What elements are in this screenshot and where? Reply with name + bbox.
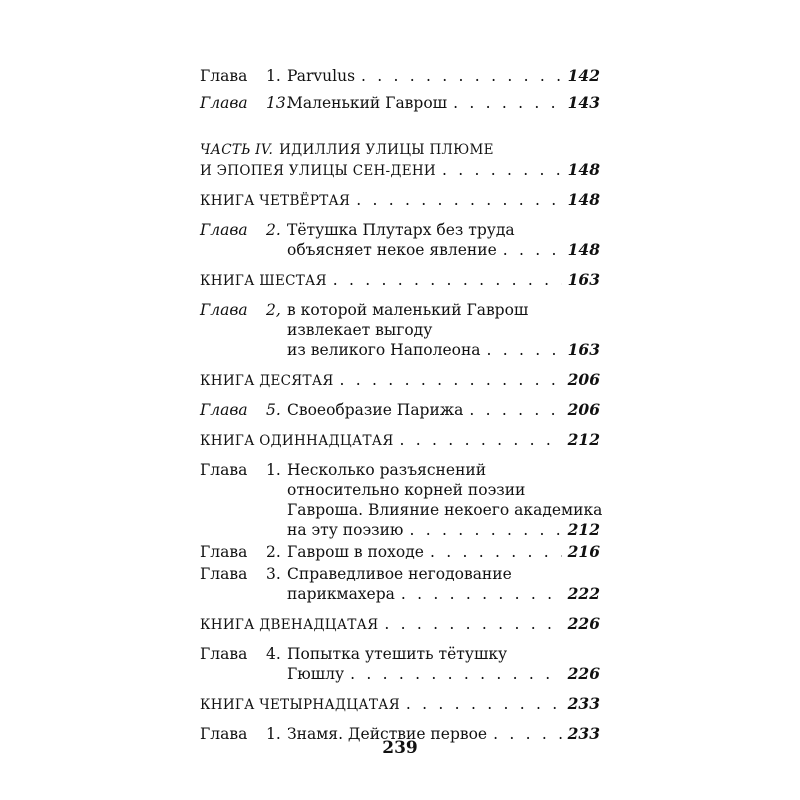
leader-dots	[469, 400, 561, 420]
leader-dots	[361, 66, 562, 86]
toc-entry	[200, 644, 600, 684]
chapter-number: 1.	[266, 67, 281, 85]
leader-dots	[384, 614, 561, 634]
toc-entry	[200, 460, 603, 540]
leader-dots	[406, 694, 562, 714]
page-ref: 233	[567, 724, 600, 743]
book-title: КНИГА ДВЕНАДЦАТАЯ	[200, 617, 379, 633]
chapter-number: 5.	[266, 401, 281, 419]
chapter-title-line-1: Попытка утешить тётушку	[287, 645, 508, 663]
page-ref: 142	[567, 66, 600, 85]
page-ref: 222	[567, 584, 600, 603]
toc-entry	[200, 564, 600, 604]
page-ref: 212	[567, 520, 600, 539]
chapter-title: Parvulus	[287, 67, 356, 85]
chapter-title: Знамя. Действие первое	[287, 725, 488, 743]
chapter-number: 2.	[266, 221, 281, 239]
page-ref: 233	[567, 694, 600, 713]
chapter-title-line-2: извлекает выгоду	[287, 321, 433, 339]
toc-entry	[200, 93, 600, 113]
chapter-title-line-3: Гавроша. Влияние некоего академика	[287, 501, 603, 519]
chapter-number: 2.	[266, 543, 281, 561]
book-title: КНИГА ЧЕТВЁРТАЯ	[200, 193, 351, 209]
leader-dots	[442, 160, 562, 180]
book-title: КНИГА ШЕСТАЯ	[200, 273, 327, 289]
leader-dots	[430, 542, 562, 562]
part-title-line-1: ИДИЛЛИЯ УЛИЦЫ ПЛЮМЕ	[279, 142, 494, 158]
toc-book-entry	[200, 614, 600, 634]
book-title: КНИГА ОДИННАДЦАТАЯ	[200, 433, 394, 449]
chapter-title-line-1: Тётушка Плутарх без труда	[287, 221, 515, 239]
toc-entry	[200, 300, 600, 360]
leader-dots	[333, 270, 562, 290]
toc-entry	[200, 542, 600, 562]
chapter-label: Глава	[200, 221, 248, 239]
leader-dots	[487, 340, 562, 360]
leader-dots	[356, 190, 561, 210]
book-title: КНИГА ЧЕТЫРНАДЦАТАЯ	[200, 697, 400, 713]
chapter-title-line-4: на эту поэзию	[287, 521, 404, 539]
leader-dots	[400, 430, 562, 450]
page-ref: 148	[567, 240, 600, 259]
page-ref: 216	[567, 542, 600, 561]
chapter-title-line-2: относительно корней поэзии	[287, 481, 526, 499]
leader-dots	[401, 584, 562, 604]
toc-entry	[200, 220, 600, 260]
chapter-title-line-1: в которой маленький Гаврош	[287, 301, 529, 319]
part-label: ЧАСТЬ IV.	[200, 142, 274, 158]
chapter-title-line-2: парикмахера	[287, 585, 395, 603]
chapter-title: Своеобразие Парижа	[287, 401, 464, 419]
leader-dots	[453, 93, 562, 113]
chapter-label: Глава	[200, 645, 248, 663]
page-ref: 148	[567, 190, 600, 209]
chapter-title-line-2: Гюшлу	[287, 665, 345, 683]
chapter-number: 1.	[266, 461, 281, 479]
chapter-title-line-1: Несколько разъяснений	[287, 461, 487, 479]
table-of-contents	[200, 60, 603, 744]
page-ref: 143	[567, 93, 600, 112]
chapter-label: Глава	[200, 94, 248, 112]
chapter-label: Глава	[200, 461, 248, 479]
part-title-line-2: И ЭПОПЕЯ УЛИЦЫ СЕН-ДЕНИ	[200, 163, 436, 179]
page-ref: 163	[567, 340, 600, 359]
toc-book-entry	[200, 190, 600, 210]
toc-book-entry	[200, 694, 600, 714]
chapter-label: Глава	[200, 301, 248, 319]
toc-entry	[200, 66, 600, 86]
page-ref: 206	[567, 400, 600, 419]
page-number: 239	[382, 738, 418, 758]
toc-entry	[200, 400, 600, 420]
chapter-title: Гаврош в походе	[287, 543, 424, 561]
chapter-number: 2,	[266, 301, 281, 319]
chapter-number: 13.	[266, 94, 291, 112]
toc-part-entry	[200, 140, 600, 180]
chapter-number: 4.	[266, 645, 281, 663]
toc-book-entry	[200, 270, 600, 290]
page-ref: 226	[567, 664, 600, 683]
chapter-number: 3.	[266, 565, 281, 583]
page-ref: 148	[567, 160, 600, 179]
toc-book-entry	[200, 370, 600, 390]
page-ref: 226	[567, 614, 600, 633]
leader-dots	[409, 520, 561, 540]
chapter-title-line-1: Справедливое негодование	[287, 565, 512, 583]
leader-dots	[340, 370, 562, 390]
chapter-title-line-3: из великого Наполеона	[287, 341, 481, 359]
leader-dots	[350, 664, 562, 684]
book-title: КНИГА ДЕСЯТАЯ	[200, 373, 334, 389]
page-ref: 212	[567, 430, 600, 449]
chapter-label: Глава	[200, 67, 248, 85]
chapter-number: 1.	[266, 725, 281, 743]
page-ref: 163	[567, 270, 600, 289]
chapter-label: Глава	[200, 565, 248, 583]
chapter-label: Глава	[200, 725, 248, 743]
chapter-title-line-2: объясняет некое явление	[287, 241, 497, 259]
page-ref: 206	[567, 370, 600, 389]
leader-dots	[503, 240, 562, 260]
chapter-title: Маленький Гаврош	[287, 94, 448, 112]
chapter-label: Глава	[200, 543, 248, 561]
toc-book-entry	[200, 430, 600, 450]
chapter-label: Глава	[200, 401, 248, 419]
